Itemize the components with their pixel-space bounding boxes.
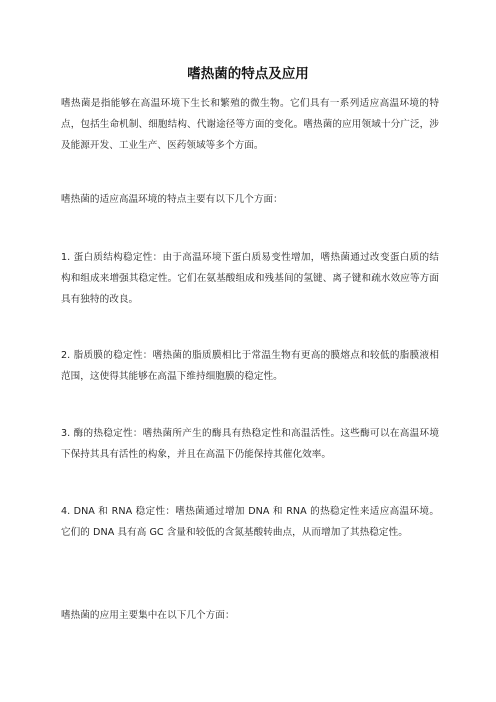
applications-lead-paragraph: 嗜热菌的应用主要集中在以下几个方面：	[61, 610, 235, 621]
intro-paragraph: 嗜热菌是指能够在高温环境下生长和繁殖的微生物。它们具有一系列适应高温环境的特点，包括生命机制、细胞结构、代谢途径等方面的变化。嗜热菌的应用领域十分广泛，涉及能源开发、工业生产、医药领域等多个方面。	[61, 98, 439, 151]
feature-item-enzyme-thermostability: 3. 酶的热稳定性：嗜热菌所产生的酶具有热稳定性和高温活性。这些酶可以在高温环境下保持其具有活性的构象，并且在高温下仍能保持其催化效率。	[61, 428, 439, 460]
document-title: 嗜热菌的特点及应用	[187, 66, 309, 82]
feature-item-dna-rna-stability: 4. DNA 和 RNA 稳定性：嗜热菌通过增加 DNA 和 RNA 的热稳定性来适应高温环境。它们的 DNA 具有高 GC 含量和较低的含氮基酸转曲点，从而增加了其热稳定性。	[61, 506, 439, 538]
feature-item-lipid-membrane: 2. 脂质膜的稳定性：嗜热菌的脂质膜相比于常温生物有更高的膜熔点和较低的脂膜液相范围，这使得其能够在高温下维持细胞膜的稳定性。	[61, 350, 439, 382]
features-lead-paragraph: 嗜热菌的适应高温环境的特点主要有以下几个方面：	[61, 194, 283, 205]
feature-item-protein-stability: 1. 蛋白质结构稳定性：由于高温环境下蛋白质易变性增加，嗜热菌通过改变蛋白质的结构和组成来增强其稳定性。它们在氨基酸组成和残基间的氢键、离子键和疏水效应等方面具有独特的改良。	[61, 252, 439, 305]
